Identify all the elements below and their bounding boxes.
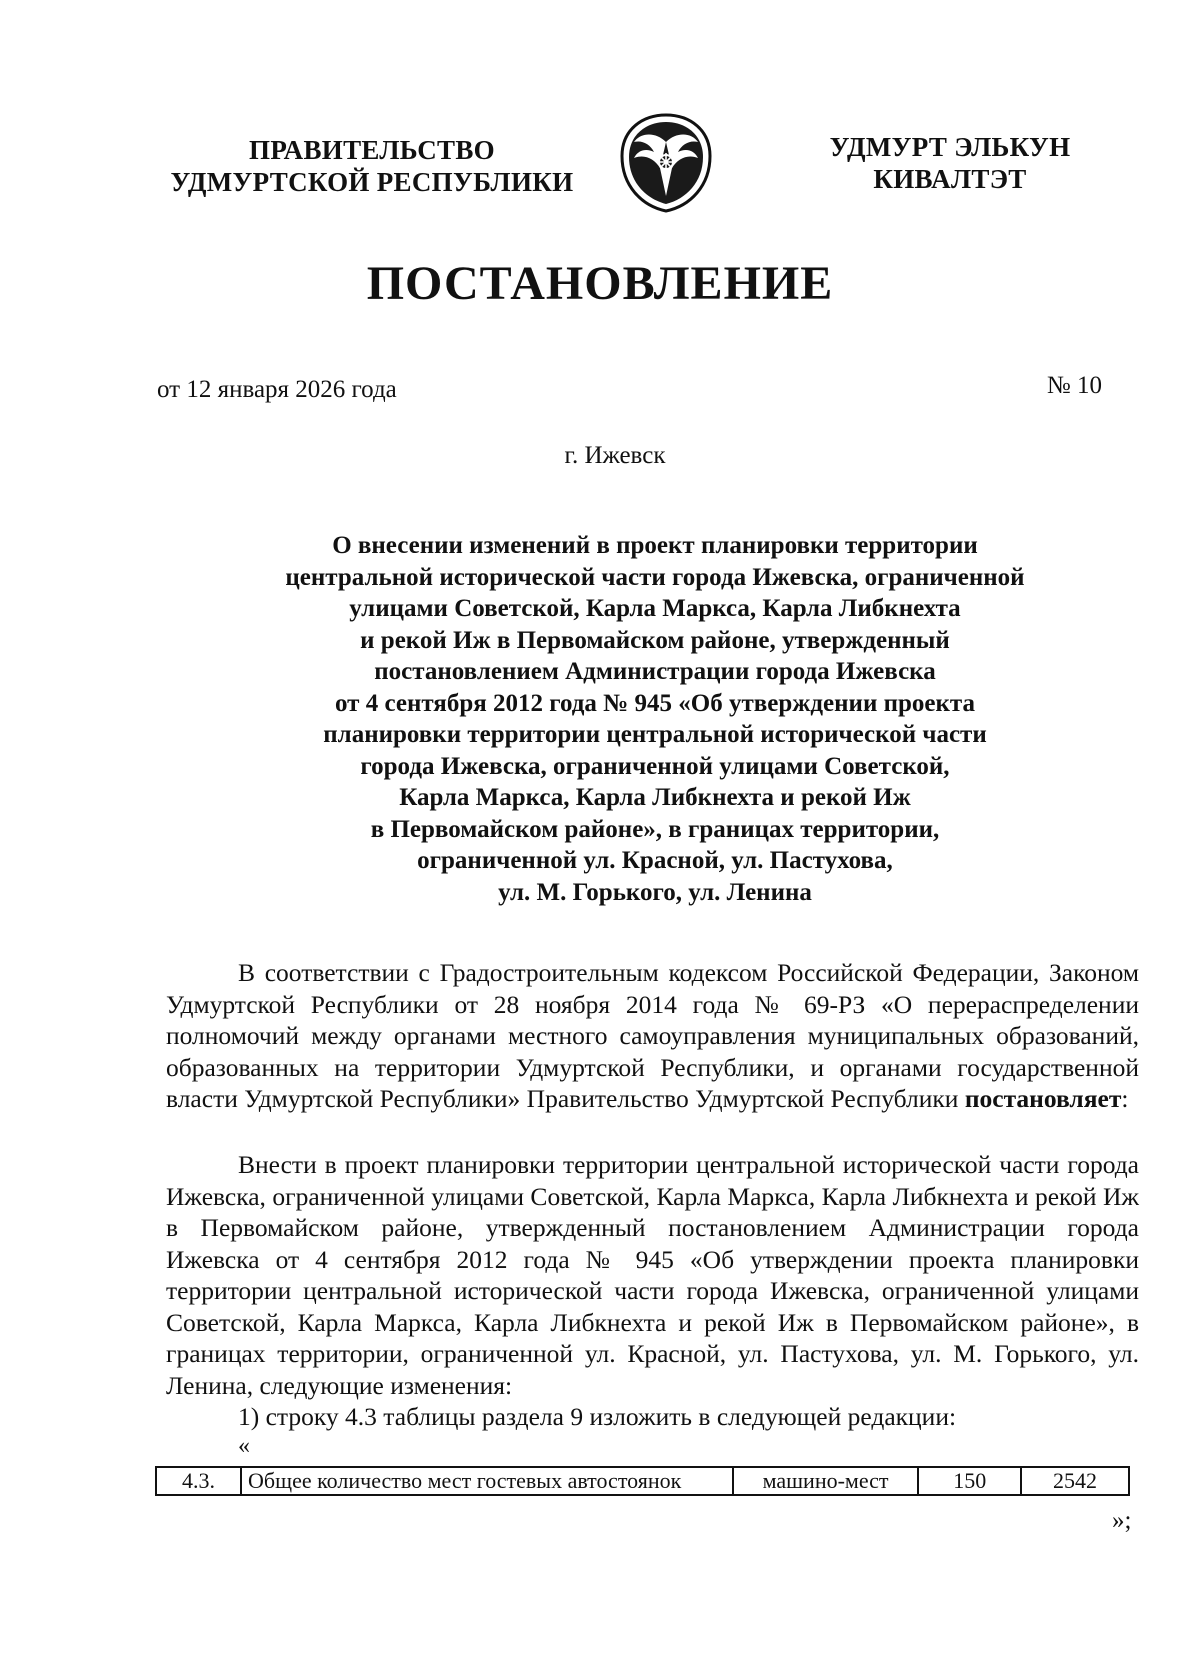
resolves-keyword: постановляет [964, 1084, 1122, 1113]
row-value-2-cell: 2542 [1021, 1467, 1129, 1495]
title-line: города Ижевска, ограниченной улицами Советской, [360, 752, 950, 780]
document-city: г. Ижевск [564, 442, 666, 469]
amended-table-row [155, 1466, 1130, 1496]
row-value-1-cell: 150 [918, 1467, 1021, 1495]
document-number: № 10 [1046, 372, 1102, 399]
issuer-name-russian [150, 134, 594, 198]
document-type-heading: ПОСТАНОВЛЕНИЕ [366, 257, 834, 310]
opening-quote: « [238, 1433, 250, 1459]
operative-text: Внести в проект планировки территории центральной исторической части города Ижевска, ограниченной улицами Советской, Карла Маркса, Карла Либкнехта и рекой Иж в Первомайском районе, утвержденный постановлением Администрации города Ижевска от 4 сентября 2012 года № 945 «Об утверждении проекта планировки территории центральной исторической части города Ижевска, ограниченной улицами Советской, Карла Маркса, Карла Либкнехта и рекой Иж в Первомайском районе», в границах территории, ограниченной ул. Красной, ул. Пастухова, ул. М. Горького, ул. Ленина, следующие изменения: [166, 1150, 1139, 1400]
amendment-item-1: 1) строку 4.3 таблицы раздела 9 изложить в следующей редакции: [238, 1402, 957, 1431]
title-line: в Первомайском районе», в границах территории, [370, 815, 940, 843]
issuer-udmurt-line-1: УДМУРТ ЭЛЬКУН [829, 132, 1071, 162]
row-name-cell: Общее количество мест гостевых автостоянок [241, 1467, 733, 1495]
table-row [156, 1467, 1129, 1495]
preamble-colon: : [1121, 1084, 1129, 1113]
preamble-text: В соответствии с Градостроительным кодексом Российской Федерации, Законом Удмуртской Республики от 28 ноября 2014 года № 69-РЗ «О перераспределении полномочий между органами местного самоуправления муниципальных образований, образованных на территории Удмуртской Республики, и органами государственной власти Удмуртской Республики» Правительство Удмуртской Республики [166, 958, 1139, 1113]
udmurt-republic-emblem-icon [616, 112, 716, 214]
preamble-paragraph [166, 957, 1139, 1115]
title-line: ул. М. Горького, ул. Ленина [498, 878, 812, 906]
document-title [210, 530, 1100, 908]
title-line: Карла Маркса, Карла Либкнехта и рекой Иж [399, 784, 911, 811]
closing-quote: »; [1112, 1507, 1132, 1534]
row-number-cell: 4.3. [156, 1467, 241, 1495]
title-line: улицами Советской, Карла Маркса, Карла Либкнехта [349, 595, 961, 622]
issuer-name-udmurt [800, 131, 1100, 195]
title-line: планировки территории центральной исторической части [323, 721, 987, 748]
title-line: и рекой Иж в Первомайском районе, утвержденный [360, 626, 950, 654]
title-line: ограниченной ул. Красной, ул. Пастухова, [417, 847, 893, 874]
title-line: от 4 сентября 2012 года № 945 «Об утверждении проекта [335, 689, 975, 717]
row-unit-cell: машино-мест [733, 1467, 919, 1495]
issuer-udmurt-line-2: КИВАЛТЭТ [873, 164, 1027, 194]
title-line: постановлением Администрации города Ижевска [374, 658, 936, 685]
document-date: от 12 января 2026 года [157, 376, 397, 403]
issuer-line-1: ПРАВИТЕЛЬСТВО [249, 135, 495, 165]
issuer-line-2: УДМУРТСКОЙ РЕСПУБЛИКИ [170, 167, 574, 197]
title-line: центральной исторической части города Ижевска, ограниченной [285, 563, 1025, 591]
operative-paragraph [166, 1149, 1139, 1401]
title-line: О внесении изменений в проект планировки территории [332, 532, 978, 559]
